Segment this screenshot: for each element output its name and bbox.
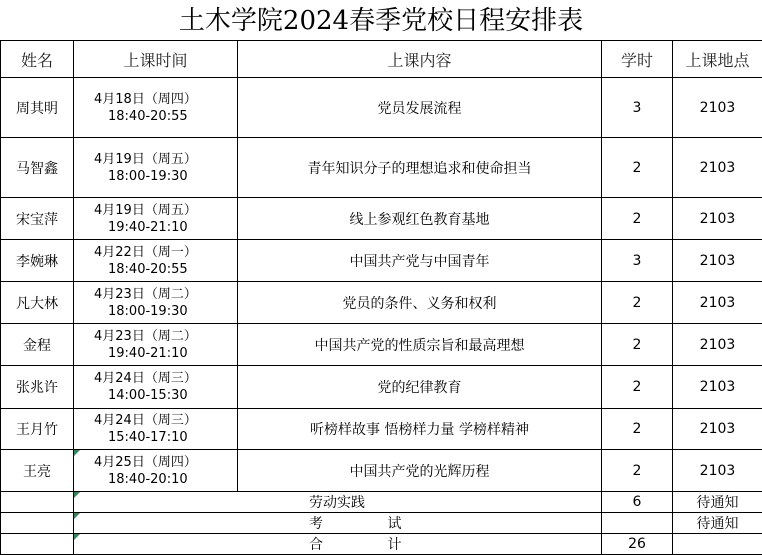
cell-time	[74, 138, 238, 198]
cell-hours: 2	[602, 366, 673, 409]
footer-label	[74, 492, 602, 513]
cell-hours: 2	[602, 198, 673, 240]
footer-hours: 26	[602, 534, 673, 555]
session-time: 15:40-17:10	[94, 429, 237, 446]
header-time: 上课时间	[74, 41, 238, 78]
session-date: 4月18日（周四）	[94, 91, 237, 108]
cell-hours: 2	[602, 450, 673, 492]
footer-location: 待通知	[673, 513, 762, 534]
session-time: 18:40-20:10	[94, 471, 237, 488]
cell-time	[74, 282, 238, 324]
cell-content: 中国共产党的性质宗旨和最高理想	[238, 324, 602, 366]
practice-row	[1, 492, 762, 513]
header-location: 上课地点	[673, 41, 762, 78]
schedule-title: 土木学院2024春季党校日程安排表	[0, 0, 762, 40]
total-row	[1, 534, 762, 555]
session-time: 19:40-21:10	[94, 219, 237, 236]
footer-label	[74, 534, 602, 555]
cell-hours: 2	[602, 409, 673, 450]
table-row	[1, 78, 762, 138]
table-row	[1, 450, 762, 492]
session-time: 18:40-20:55	[94, 261, 237, 278]
session-date: 4月23日（周二）	[94, 328, 237, 345]
session-time: 18:00-19:30	[94, 303, 237, 320]
footer-hours	[602, 513, 673, 534]
cell-name: 张兆许	[1, 366, 74, 409]
exam-row	[1, 513, 762, 534]
cell-time	[74, 324, 238, 366]
header-name: 姓名	[1, 41, 74, 78]
cell-time	[74, 450, 238, 492]
cell-time	[74, 78, 238, 138]
cell-name: 王亮	[1, 450, 74, 492]
cell-time	[74, 366, 238, 409]
table-row	[1, 366, 762, 409]
session-date: 4月22日（周一）	[94, 244, 237, 261]
cell-location: 2103	[673, 282, 762, 324]
session-time: 18:00-19:30	[94, 168, 237, 185]
session-time: 18:40-20:55	[94, 108, 237, 125]
footer-label	[74, 513, 602, 534]
footer-hours: 6	[602, 492, 673, 513]
schedule-table	[0, 40, 762, 555]
cell-hours: 2	[602, 138, 673, 198]
session-time: 19:40-21:10	[94, 345, 237, 362]
session-date: 4月23日（周二）	[94, 286, 237, 303]
cell-location: 2103	[673, 240, 762, 282]
cell-location: 2103	[673, 450, 762, 492]
cell-name: 王月竹	[1, 409, 74, 450]
footer-location	[673, 534, 762, 555]
table-row	[1, 324, 762, 366]
table-row	[1, 409, 762, 450]
cell-location: 2103	[673, 366, 762, 409]
cell-content: 党员发展流程	[238, 78, 602, 138]
cell-name: 凡大林	[1, 282, 74, 324]
cell-content: 中国共产党与中国青年	[238, 240, 602, 282]
cell-name: 金程	[1, 324, 74, 366]
cell-content: 青年知识分子的理想追求和使命担当	[238, 138, 602, 198]
cell-content: 党的纪律教育	[238, 366, 602, 409]
cell-content: 线上参观红色教育基地	[238, 198, 602, 240]
cell-time	[74, 240, 238, 282]
session-date: 4月19日（周五）	[94, 151, 237, 168]
header-hours: 学时	[602, 41, 673, 78]
cell-content: 党员的条件、义务和权利	[238, 282, 602, 324]
header-row	[1, 41, 762, 78]
cell-location: 2103	[673, 138, 762, 198]
cell-location: 2103	[673, 324, 762, 366]
cell-time	[74, 409, 238, 450]
footer-empty-cell	[1, 492, 74, 513]
header-content: 上课内容	[238, 41, 602, 78]
table-row	[1, 198, 762, 240]
footer-empty-cell	[1, 534, 74, 555]
cell-content: 中国共产党的光辉历程	[238, 450, 602, 492]
cell-hours: 2	[602, 324, 673, 366]
cell-time	[74, 198, 238, 240]
session-time: 14:00-15:30	[94, 387, 237, 404]
footer-location: 待通知	[673, 492, 762, 513]
cell-name: 马智鑫	[1, 138, 74, 198]
cell-location: 2103	[673, 198, 762, 240]
footer-label-text: 考 试	[309, 516, 431, 532]
cell-location: 2103	[673, 78, 762, 138]
table-row	[1, 282, 762, 324]
cell-location: 2103	[673, 409, 762, 450]
cell-hours: 3	[602, 78, 673, 138]
session-date: 4月25日（周四）	[94, 454, 237, 471]
table-row	[1, 138, 762, 198]
cell-name: 李婉琳	[1, 240, 74, 282]
session-date: 4月19日（周五）	[94, 202, 237, 219]
footer-empty-cell	[1, 513, 74, 534]
cell-name: 宋宝萍	[1, 198, 74, 240]
session-date: 4月24日（周三）	[94, 412, 237, 429]
footer-label-text: 合 计	[309, 537, 431, 553]
cell-name: 周其明	[1, 78, 74, 138]
table-row	[1, 240, 762, 282]
cell-hours: 3	[602, 240, 673, 282]
session-date: 4月24日（周三）	[94, 370, 237, 387]
footer-label-text: 劳动实践	[309, 495, 365, 511]
cell-content: 听榜样故事 悟榜样力量 学榜样精神	[238, 409, 602, 450]
cell-hours: 2	[602, 282, 673, 324]
